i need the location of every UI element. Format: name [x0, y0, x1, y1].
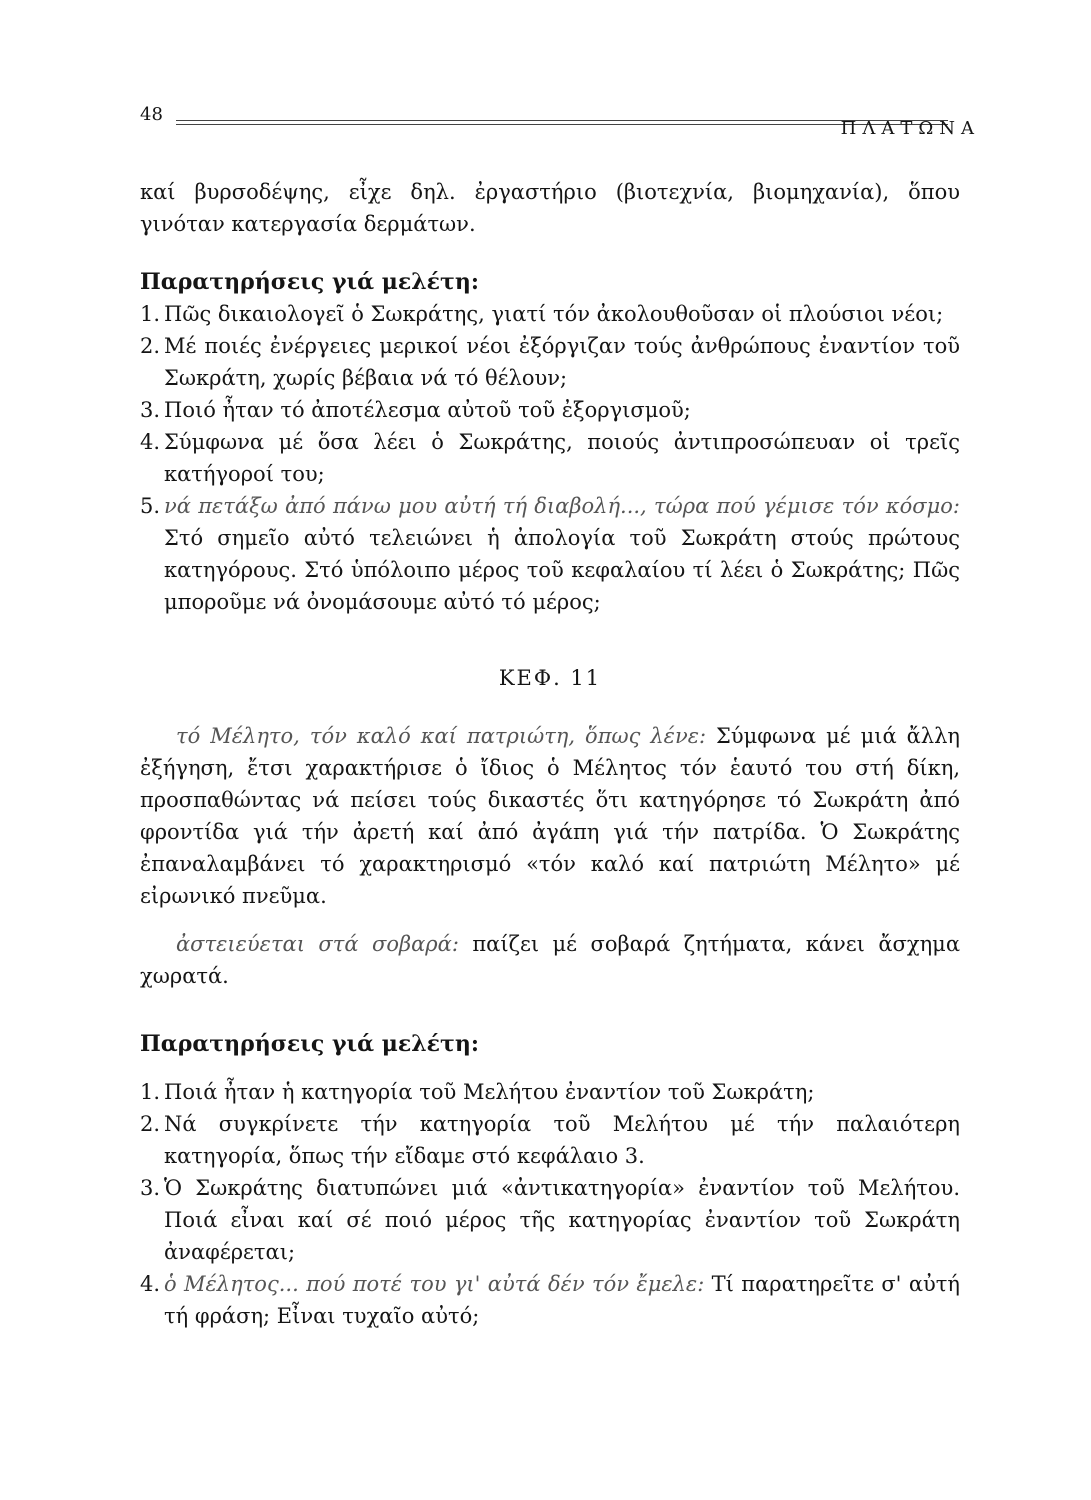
study-questions-1	[140, 298, 960, 618]
list-item	[140, 1076, 960, 1108]
section-heading-1: Παρατηρήσεις γιά μελέτη:	[140, 269, 479, 295]
item-text: Στό σημεῖο αὐτό τελειώνει ἡ ἀπολογία τοῦ Σωκράτη στούς πρώτους κατηγόρους. Στό ὑπόλοιπο μέρος τοῦ κεφαλαίου τί λέει ὁ Σωκράτης; Πῶς μποροῦμε νά ὀνομάσουμε αὐτό τό μέρος;	[164, 526, 960, 614]
list-item	[140, 1172, 960, 1268]
lemma: ἀστειεύεται στά σοβαρά:	[176, 932, 459, 956]
list-item	[140, 1268, 960, 1332]
commentary-text: παίζει μέ σοβαρά ζητήματα, κάνει ἄσχημα χωρατά.	[140, 932, 960, 988]
item-lemma: ὁ Μέλητος... πού ποτέ του γι' αὐτά δέν τόν ἔμελε:	[164, 1272, 705, 1296]
list-item	[140, 394, 960, 426]
intro-paragraph: καί βυρσοδέψης, εἶχε δηλ. ἐργαστήριο (βιοτεχνία, βιομηχανία), ὅπου γινόταν κατεργασία δερμάτων.	[140, 180, 960, 236]
item-lemma: νά πετάξω ἀπό πάνω μου αὐτή τή διαβολή..., τώρα πού γέμισε τόν κόσμο:	[164, 494, 960, 518]
item-number: 5.	[140, 494, 161, 518]
list-item	[140, 298, 960, 330]
list-item	[140, 490, 960, 618]
commentary-paragraph	[140, 720, 960, 912]
item-number: 3.	[140, 1176, 161, 1200]
commentary-paragraph	[140, 928, 960, 992]
item-text: Σύμφωνα μέ ὅσα λέει ὁ Σωκράτης, ποιούς ἀντιπροσώπευαν οἱ τρεῖς κατήγοροί του;	[164, 430, 960, 486]
item-text: Ὁ Σωκράτης διατυπώνει μιά «ἀντικατηγορία» ἐναντίον τοῦ Μελήτου. Ποιά εἶναι καί σέ ποιό μέρος τῆς κατηγορίας ἐναντίον τοῦ Σωκράτη ἀναφέρεται;	[164, 1176, 960, 1264]
commentary-text: Σύμφωνα μέ μιά ἄλλη ἐξήγηση, ἔτσι χαρακτήρισε ὁ ἴδιος ὁ Μέλητος τόν ἑαυτό του στή δίκη, προσπαθώντας νά πείσει τούς δικαστές ὅτι κατηγόρησε τό Σωκράτη ἀπό φροντίδα γιά τήν ἀρετή καί ἀπό ἀγάπη γιά τήν πατρίδα. Ὁ Σωκράτης ἐπαναλαμβάνει τό χαρακτηρισμό «τόν καλό καί πατριώτη Μέλητο» μέ εἰρωνικό πνεῦμα.	[140, 724, 961, 908]
page-number: 48	[140, 104, 163, 125]
item-number: 4.	[140, 1272, 161, 1296]
item-text: Ποιό ἦταν τό ἀποτέλεσμα αὐτοῦ τοῦ ἐξοργισμοῦ;	[164, 398, 691, 422]
item-text: Μέ ποιές ἐνέργειες μερικοί νέοι ἐξόργιζαν τούς ἀνθρώπους ἐναντίον τοῦ Σωκράτη, χωρίς βέβαια νά τό θέλουν;	[164, 334, 960, 390]
item-text: Νά συγκρίνετε τήν κατηγορία τοῦ Μελήτου μέ τήν παλαιότερη κατηγορία, ὅπως τήν εἴδαμε στό κεφάλαιο 3.	[164, 1112, 960, 1168]
list-item	[140, 330, 960, 394]
item-text: Ποιά ἦταν ἡ κατηγορία τοῦ Μελήτου ἐναντίον τοῦ Σωκράτη;	[164, 1080, 815, 1104]
section-heading-2: Παρατηρήσεις γιά μελέτη:	[140, 1031, 479, 1057]
item-number: 2.	[140, 1112, 161, 1136]
chapter-title: ΚΕΦ. 11	[498, 666, 602, 690]
page-body	[140, 176, 960, 1332]
item-text: Τί παρατηρεῖτε σ' αὐτή τή φράση; Εἶναι τυχαῖο αὐτό;	[164, 1272, 960, 1328]
study-questions-2	[140, 1076, 960, 1332]
item-number: 3.	[140, 398, 161, 422]
lemma: τό Μέλητο, τόν καλό καί πατριώτη, ὅπως λένε:	[176, 724, 707, 748]
item-number: 4.	[140, 430, 161, 454]
page-header	[140, 104, 980, 144]
header-rule	[176, 120, 948, 125]
list-item	[140, 426, 960, 490]
item-number: 1.	[140, 302, 161, 326]
running-head: ΠΛΑΤΩΝΑ	[840, 118, 980, 139]
item-text: Πῶς δικαιολογεῖ ὁ Σωκράτης, γιατί τόν ἀκολουθοῦσαν οἱ πλούσιοι νέοι;	[164, 302, 944, 326]
list-item	[140, 1108, 960, 1172]
item-number: 2.	[140, 334, 161, 358]
item-number: 1.	[140, 1080, 161, 1104]
